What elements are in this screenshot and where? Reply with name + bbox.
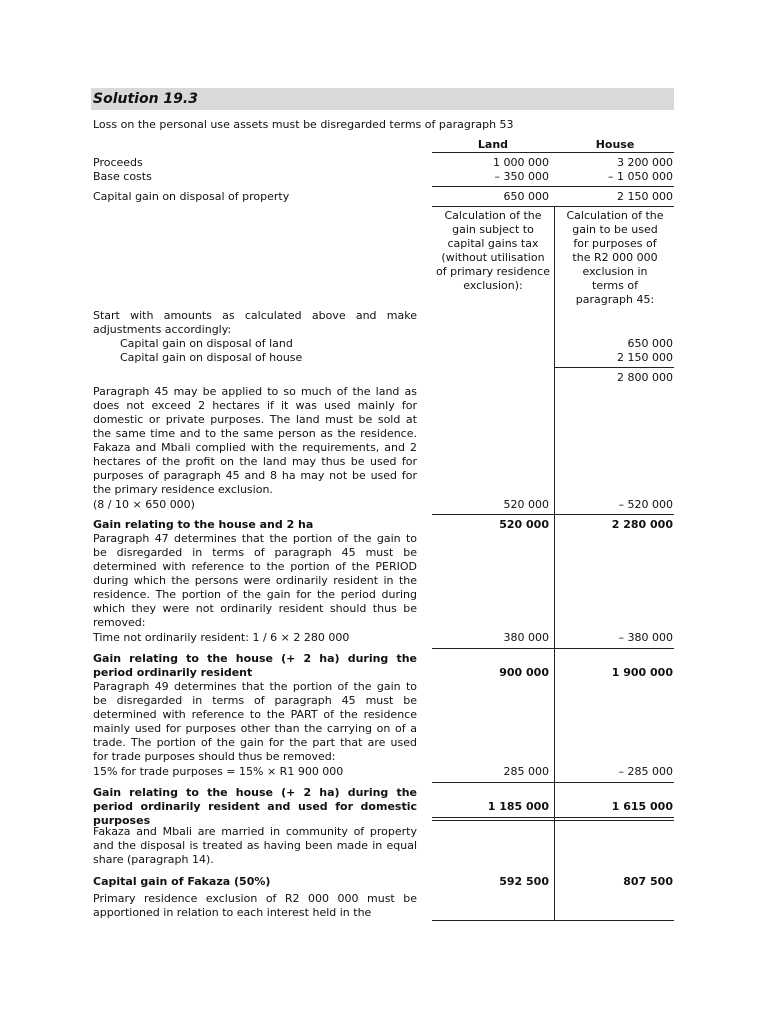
fakaza-land: 592 500 xyxy=(499,875,549,888)
gain-2ha-land: 520 000 xyxy=(499,518,549,531)
column-divider xyxy=(554,206,555,921)
para47-rule xyxy=(432,648,674,649)
para47-calc-label: Time not ordinarily resident: 1 / 6 × 2 280 000 xyxy=(93,631,350,644)
calc-land-line: capital gains tax xyxy=(447,237,539,250)
para45-rule xyxy=(432,514,674,515)
calc-land-line: gain subject to xyxy=(452,223,534,236)
gain-house-label: Capital gain on disposal of house xyxy=(120,351,303,364)
bottom-rule xyxy=(432,920,674,921)
gain-period-label: Gain relating to the house (+ 2 ha) during the period ordinarily resident xyxy=(93,652,417,679)
start-text: Start with amounts as calculated above and make adjustments accordingly: xyxy=(93,309,417,336)
gain-2ha-house: 2 280 000 xyxy=(611,518,673,531)
para45-calc-label: (8 / 10 × 650 000) xyxy=(93,498,195,511)
gain-period-house: 1 900 000 xyxy=(611,666,673,679)
gain-domestic-land: 1 185 000 xyxy=(487,800,549,813)
fakaza-house: 807 500 xyxy=(623,875,673,888)
gain-domestic-label: Gain relating to the house (+ 2 ha) during the period ordinarily resident and used for domestic purposes xyxy=(93,786,417,827)
proceeds-house: 3 200 000 xyxy=(617,156,673,169)
community-text: Fakaza and Mbali are married in community of property and the disposal is treated as having been made in equal share (paragraph 14). xyxy=(93,825,417,866)
page-title: Solution 19.3 xyxy=(93,91,198,107)
para45-calc-land: 520 000 xyxy=(503,498,549,511)
gain-land-house: 650 000 xyxy=(627,337,673,350)
calc-land-line: of primary residence xyxy=(435,265,551,278)
col-header-land: Land xyxy=(477,138,509,151)
fakaza-label: Capital gain of Fakaza (50%) xyxy=(93,875,271,888)
capital-gain-label: Capital gain on disposal of property xyxy=(93,190,290,203)
para49-calc-house: – 285 000 xyxy=(618,765,673,778)
gain-domestic-rule-2 xyxy=(432,820,674,821)
para49-calc-label: 15% for trade purposes = 15% × R1 900 000 xyxy=(93,765,344,778)
para49-text: Paragraph 49 determines that the portion of the gain to be disregarded in terms of paragraph 45 must be determined with reference to the PART of the residence mainly used for purposes other than the carrying on of a trade. The portion of the gain for the part that are used for trade purposes should thus be removed: xyxy=(93,680,417,763)
base-costs-rule xyxy=(432,186,674,187)
base-costs-land: – 350 000 xyxy=(494,170,549,183)
para49-calc-land: 285 000 xyxy=(503,765,549,778)
para45-text: Paragraph 45 may be applied to so much of the land as does not exceed 2 hectares if it was used mainly for domestic or private purposes. The land must be sold at the same time and to the same person as the residence. Fakaza and Mbali complied with the requirements, and 2 hectares of the profit on the land may thus be used for purposes of paragraph 45 and 8 ha may not be used for the primary residence exclusion. xyxy=(93,385,417,496)
calc-house-line: gain to be used xyxy=(572,223,658,236)
capital-gain-land: 650 000 xyxy=(503,190,549,203)
col-header-house: House xyxy=(595,138,635,151)
calc-house-line: for purposes of xyxy=(573,237,657,250)
header-rule xyxy=(432,152,674,153)
gain-domestic-house: 1 615 000 xyxy=(611,800,673,813)
base-costs-label: Base costs xyxy=(93,170,152,183)
para47-calc-land: 380 000 xyxy=(503,631,549,644)
intro-text: Loss on the personal use assets must be disregarded terms of paragraph 53 xyxy=(93,118,514,131)
para47-text: Paragraph 47 determines that the portion of the gain to be disregarded in terms of paragraph 45 must be determined with reference to the portion of the PERIOD during which the persons were ordinarily resident in the residence. The portion of the gain for the period during which they were not ordinarily resident should thus be removed: xyxy=(93,532,417,629)
calc-land-caption xyxy=(433,209,553,293)
calc-house-line: the R2 000 000 xyxy=(572,251,658,264)
gain-domestic-rule-1 xyxy=(432,817,674,818)
para49-rule xyxy=(432,782,674,783)
calc-land-line: (without utilisation xyxy=(441,251,545,264)
primary-residence-text: Primary residence exclusion of R2 000 000 must be apportioned in relation to each interest held in the xyxy=(93,892,417,919)
calc-land-line: exclusion): xyxy=(463,279,523,292)
subtotal-house: 2 800 000 xyxy=(617,371,673,384)
calc-house-line: paragraph 45: xyxy=(575,293,655,306)
subtotal-rule xyxy=(555,367,674,368)
calc-house-line: Calculation of the xyxy=(566,209,664,222)
calc-house-line: exclusion in xyxy=(582,265,648,278)
base-costs-house: – 1 050 000 xyxy=(608,170,673,183)
proceeds-land: 1 000 000 xyxy=(493,156,549,169)
calc-house-line: terms of xyxy=(592,279,638,292)
gain-period-land: 900 000 xyxy=(499,666,549,679)
calc-house-caption xyxy=(556,209,674,307)
capital-gain-rule xyxy=(432,206,674,207)
calc-land-line: Calculation of the xyxy=(444,209,542,222)
gain-2ha-label: Gain relating to the house and 2 ha xyxy=(93,518,314,531)
proceeds-label: Proceeds xyxy=(93,156,143,169)
gain-land-label: Capital gain on disposal of land xyxy=(120,337,293,350)
para45-calc-house: – 520 000 xyxy=(618,498,673,511)
capital-gain-house: 2 150 000 xyxy=(617,190,673,203)
para47-calc-house: – 380 000 xyxy=(618,631,673,644)
gain-house-house: 2 150 000 xyxy=(617,351,673,364)
